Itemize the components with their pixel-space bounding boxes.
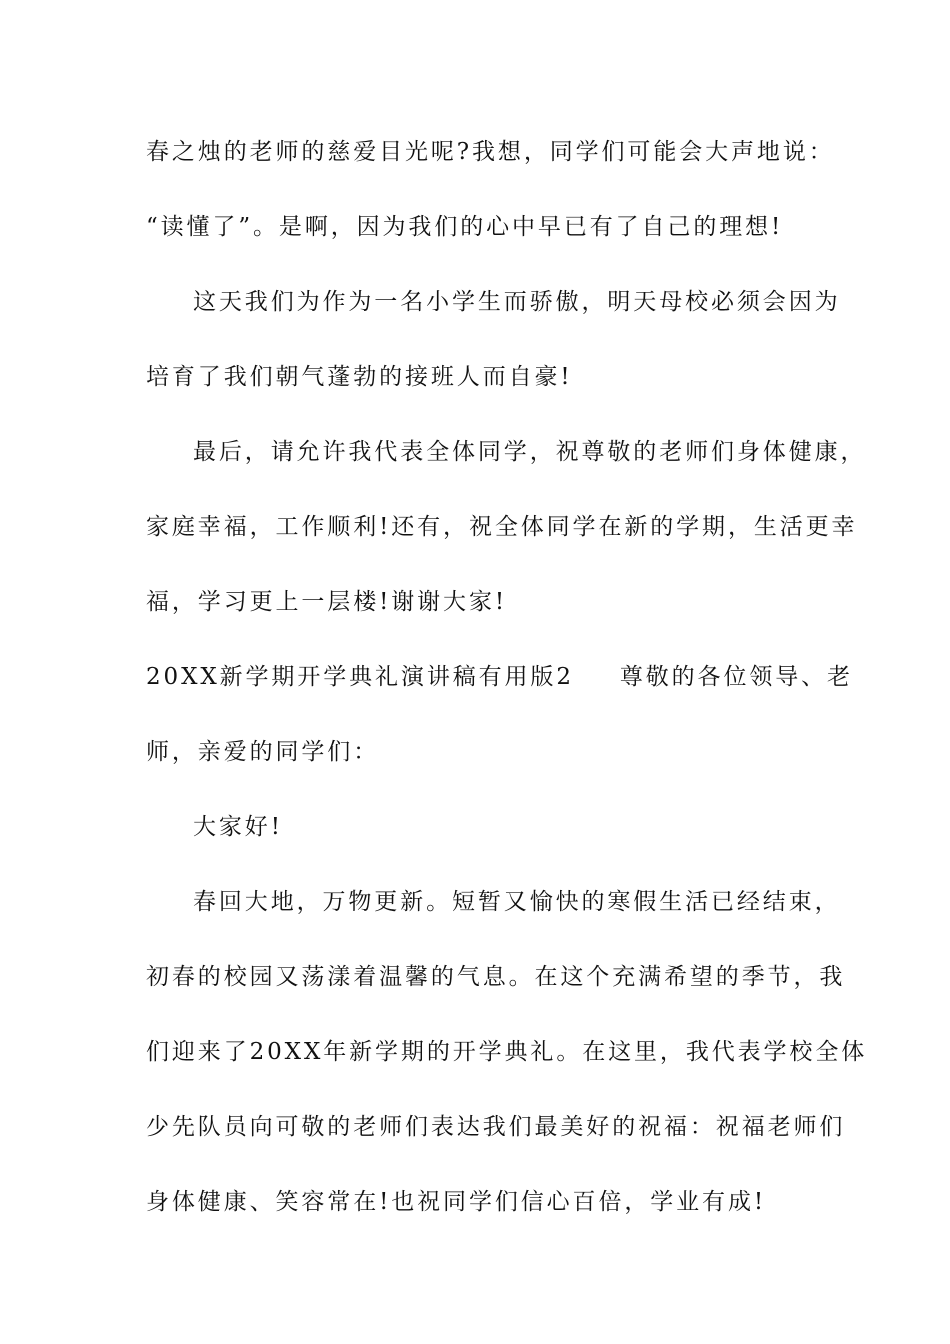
text-line: 春之烛的老师的慈爱目光呢?我想，同学们可能会大声地说： [146,139,835,165]
paragraph-start: 这天我们为作为一名小学生而骄傲，明天母校必须会因为 [193,289,841,315]
paragraph-start: 春回大地，万物更新。短暂又愉快的寒假生活已经结束， [193,889,841,915]
text-line: 福，学习更上一层楼!谢谢大家! [146,589,507,615]
text-line: 家庭幸福，工作顺利!还有，祝全体同学在新的学期，生活更幸 [146,514,858,540]
text-line: 身体健康、笑容常在!也祝同学们信心百倍，学业有成! [146,1189,766,1215]
text-line: “读懂了”。是啊，因为我们的心中早已有了自己的理想! [146,214,784,240]
paragraph-start: 最后，请允许我代表全体同学，祝尊敬的老师们身体健康， [193,439,867,465]
text-line: 少先队员向可敬的老师们表达我们最美好的祝福：祝福老师们 [146,1114,846,1140]
section-title: 20XX新学期开学典礼演讲稿有用版2 [146,664,574,690]
section-heading-line [146,662,853,692]
text-line: 培育了我们朝气蓬勃的接班人而自豪! [146,364,573,390]
text-line: 师，亲爱的同学们： [146,739,380,765]
text-line: 初春的校园又荡漾着温馨的气息。在这个充满希望的季节，我 [146,964,846,990]
greeting: 大家好! [193,814,283,840]
salutation-start: 尊敬的各位领导、老 [619,664,853,690]
text-line: 们迎来了20XX年新学期的开学典礼。在这里，我代表学校全体 [146,1039,868,1065]
